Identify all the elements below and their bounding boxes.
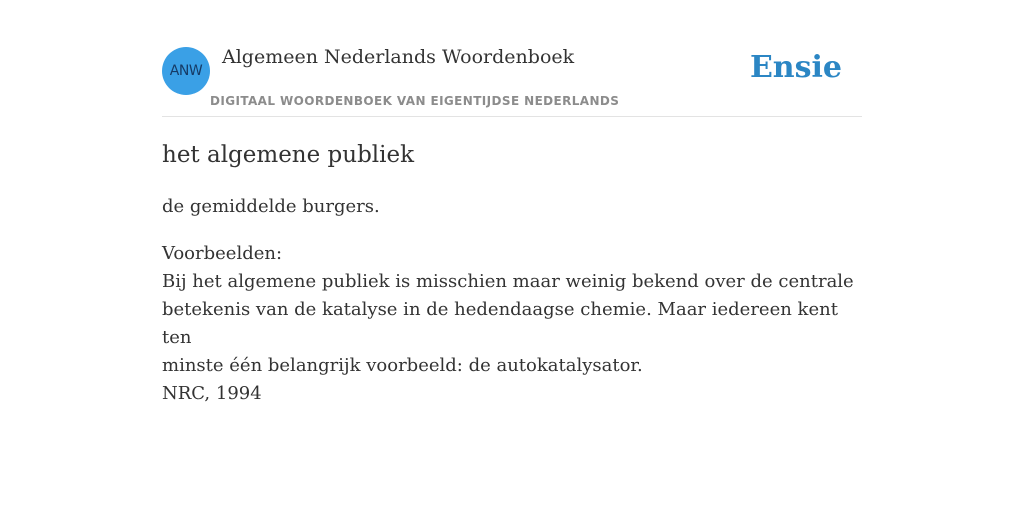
anw-logo[interactable]: ANW (162, 47, 210, 95)
ensie-brand-logo[interactable]: Ensie (749, 50, 842, 85)
site-subtitle: DIGITAAL WOORDENBOEK VAN EIGENTIJDSE NEDERLANDS (210, 94, 620, 108)
examples-label: Voorbeelden: (162, 243, 283, 264)
entry-definition: de gemiddelde burgers. (162, 196, 380, 217)
example-source: NRC, 1994 (162, 383, 262, 404)
site-header (162, 44, 862, 117)
entry-term: het algemene publiek (162, 142, 415, 168)
entry-content (162, 138, 862, 408)
example-line: minste één belangrijk voorbeeld: de autokatalysator. (162, 355, 643, 376)
example-line: betekenis van de katalyse in de hedendaagse chemie. Maar iedereen kent ten (162, 299, 838, 348)
example-line: Bij het algemene publiek is misschien maar weinig bekend over de centrale (162, 271, 854, 292)
examples-block (162, 240, 862, 408)
site-title[interactable]: Algemeen Nederlands Woordenboek (222, 46, 575, 68)
